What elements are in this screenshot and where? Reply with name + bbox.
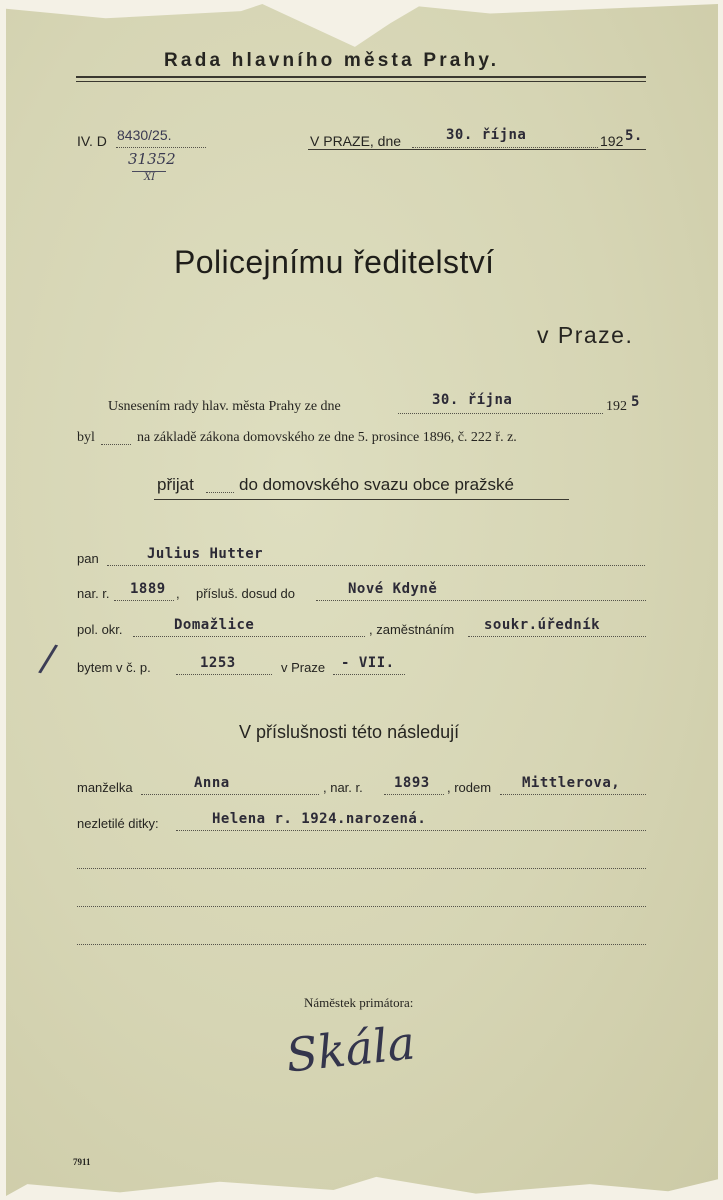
reference-dotline [116, 147, 206, 148]
accepted-underline [154, 499, 569, 500]
wife-name: Anna [194, 775, 230, 791]
reference-number: 8430/25. [117, 127, 172, 143]
belonging-value: Nové Kdyně [348, 581, 438, 597]
form-number: 7911 [73, 1157, 91, 1167]
children-value: Helena r. 1924.narozená. [212, 811, 427, 827]
dateline-year-prefix: 192 [600, 133, 624, 149]
reference-prefix: IV. D [77, 133, 107, 149]
handwritten-sub: XI [144, 172, 156, 183]
header-rule-top [76, 76, 646, 78]
resolution-date-dotline [398, 413, 603, 414]
dateline-rule [308, 149, 646, 150]
belonging-label: přísluš. dosud do [196, 586, 296, 601]
accepted-word: přijat [157, 475, 194, 494]
dateline-year-suffix: 5. [625, 128, 643, 144]
byl-dotline [101, 444, 131, 445]
accepted-text: do domovského svazu obce pražské [239, 475, 514, 494]
district-value: Domažlice [174, 617, 255, 633]
resolution-date: 30. října [432, 392, 513, 408]
header-rule-bottom [76, 81, 646, 82]
name-label: pan [77, 551, 99, 566]
margin-pencil-mark: / [36, 635, 60, 681]
district-label: pol. okr. [77, 622, 123, 637]
addressee-title: Policejnímu ředitelství [174, 244, 495, 280]
signature-label: Náměstek primátora: [304, 995, 414, 1010]
resolution-year-suffix: 5 [631, 394, 640, 410]
accepted-dotline [206, 492, 234, 493]
occupation-value: soukr.úředník [484, 617, 601, 633]
birth-year: 1889 [130, 581, 166, 597]
resolution-year-prefix: 192 [606, 399, 627, 414]
signature: Skála [283, 1015, 418, 1083]
occupation-dotline [468, 636, 646, 637]
birth-label: nar. r. [77, 586, 110, 601]
wife-birth-dotline [384, 794, 444, 795]
wife-origin-label: , rodem [447, 780, 492, 795]
children-dotline [176, 830, 646, 831]
wife-origin-dotline [500, 794, 646, 795]
handwritten-number: 31352 [128, 150, 176, 168]
wife-birth-year: 1893 [394, 775, 430, 791]
residence-district-dotline [333, 674, 405, 675]
residence-label: bytem v č. p. [77, 660, 151, 675]
dateline-dotline [412, 147, 598, 148]
institution-header: Rada hlavního města Prahy. [164, 50, 500, 71]
occupation-label: , zaměstnáním [369, 622, 455, 637]
blank-line-3 [77, 944, 646, 945]
birth-dotline [114, 600, 174, 601]
addressee-city: v Praze. [537, 322, 634, 348]
dateline-date: 30. října [446, 127, 527, 143]
district-dotline [133, 636, 365, 637]
name-dotline [107, 565, 645, 566]
blank-line-2 [77, 906, 646, 907]
belonging-dotline [316, 600, 646, 601]
birth-comma: , [176, 586, 180, 601]
house-number-dotline [176, 674, 272, 675]
wife-origin-value: Mittlerova, [522, 775, 621, 791]
wife-birth-label: , nar. r. [323, 780, 363, 795]
house-number: 1253 [200, 655, 236, 671]
residence-district: - VII. [341, 655, 395, 671]
blank-line-1 [77, 868, 646, 869]
wife-label: manželka [77, 780, 133, 795]
residence-city-label: v Praze [281, 660, 326, 675]
name-value: Julius Hutter [147, 546, 264, 562]
resolution-byl-label: byl [77, 430, 95, 445]
family-heading: V příslušnosti této následují [239, 722, 460, 742]
resolution-law-text: na základě zákona domovského ze dne 5. prosince 1896, č. 222 ř. z. [137, 430, 517, 445]
dateline-label: V PRAZE, dne [310, 133, 402, 149]
children-label: nezletilé ditky: [77, 816, 159, 831]
wife-name-dotline [141, 794, 319, 795]
resolution-intro: Usnesením rady hlav. města Prahy ze dne [108, 399, 341, 414]
